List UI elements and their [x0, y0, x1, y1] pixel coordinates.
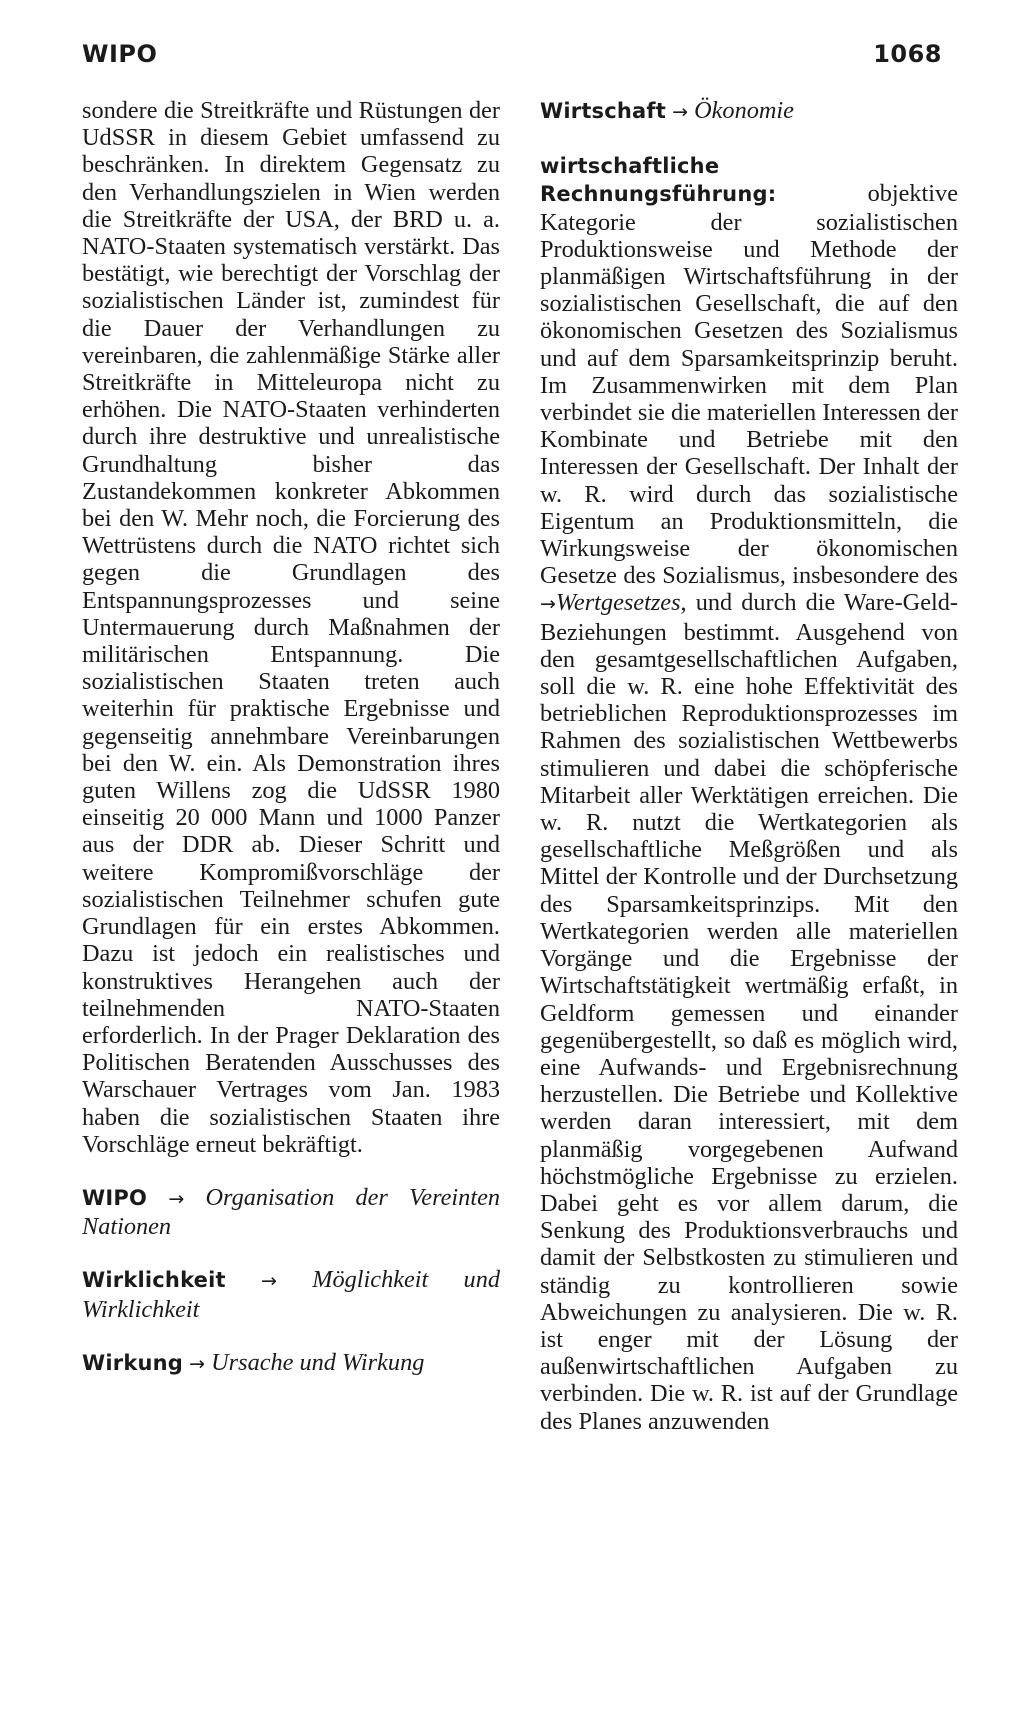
entry-headword: WIPO [82, 1185, 148, 1210]
cross-reference-arrow-icon: → [261, 1270, 277, 1293]
entry-body-text: objektive Kategorie der sozialistischen Produktionsweise und Methode der planmäßigen Wirtschaftsführung in der sozialistischen Gesellschaft, die auf den ökonomischen Gesetzen des Sozialismus und auf dem Sparsamkeitsprinzip beruht. Im Zusammenwirken mit dem Plan verbindet sie die materiellen Interessen der Kombinate und Betriebe mit den Interessen der Gesellschaft. Der Inhalt der w. R. wird durch das sozialistische Eigentum an Produktionsmitteln, die Wirkungsweise der ökonomischen Gesetze des Sozialismus, insbesondere des [540, 180, 958, 590]
left-column [82, 97, 500, 1404]
page-number: 1068 [873, 40, 942, 68]
entry-body-text-continued: , und durch die Ware-Geld-Beziehungen bestimmt. Ausgehend von den gesamtgesellschaftlichen Aufgaben, soll die w. R. eine hohe Effektivität des betrieblichen Reproduktionsprozesses im Rahmen des sozialistischen Wettbewerbs stimulieren und dabei die schöpferische Mitarbeit aller Werktätigen erreichen. Die w. R. nutzt die Wertkategorien als gesellschaftliche Meßgrößen und als Mittel der Kontrolle und der Durchsetzung des Sparsamkeitsprinzips. Mit den Wertkategorien werden alle materiellen Vorgänge und die Ergebnisse der Wirtschaftstätigkeit wertmäßig erfaßt, in Geldform gemessen und einander gegenübergestellt, so daß es möglich wird, eine Aufwands- und Ergebnisrechnung herzustellen. Die Betriebe und Kollektive werden daran interessiert, mit dem planmäßig vorgegebenen Aufwand höchstmögliche Ergebnisse zu erzielen. Dabei geht es vor allem darum, die Senkung des Produktionsverbrauchs und damit der Selbstkosten zu stimulieren und ständig zu kontrollieren sowie Abweichungen zu analysieren. Die w. R. ist enger mit der Lösung der außenwirtschaftlichen Aufgaben zu verbinden. Die w. R. ist auf der Grundlage des Planes anzuwenden [540, 589, 958, 1435]
running-header [82, 40, 942, 80]
cross-reference-arrow-icon: → [672, 101, 689, 123]
cross-reference-link[interactable]: Ökonomie [694, 97, 794, 124]
entry-headword: Wirklichkeit [82, 1268, 226, 1293]
cross-reference-arrow-icon: → [540, 593, 556, 616]
running-head: WIPO [82, 40, 158, 68]
entry-wirtschaftliche-rechnungsfuehrung [540, 152, 958, 1435]
entry-wirkung [82, 1349, 500, 1378]
cross-reference-arrow-icon: → [189, 1352, 206, 1375]
cross-reference-link[interactable]: Möglichkeit und Wirklichkeit [82, 1266, 501, 1323]
entry-headword: Wirkung [82, 1350, 184, 1375]
cross-reference-link[interactable]: Wertgesetzes [555, 589, 681, 617]
cross-reference-link[interactable]: Ursache und Wirkung [211, 1348, 425, 1376]
continuation-paragraph: sondere die Streitkräfte und Rüstungen der UdSSR in diesem Gebiet umfassend zu beschränken. In direktem Gegensatz zu den Verhandlungszielen in Wien werden die Streitkräfte der USA, der BRD u. a. NATO-Staaten systematisch verstärkt. Das bestätigt, wie berechtigt der Vorschlag der sozialistischen Länder ist, zumindest für die Dauer der Verhandlungen zu vereinbaren, die zahlenmäßige Stärke aller Streitkräfte in Mitteleuropa nicht zu erhöhen. Die NATO-Staaten verhinderten durch ihre destruktive und unrealistische Grundhaltung bisher das Zustandekommen konkreter Abkommen bei den W. Mehr noch, die Forcierung des Wettrüstens durch die NATO richtet sich gegen die Grundlagen des Entspannungsprozesses und seine Untermauerung durch Maßnahmen der militärischen Entspannung. Die sozialistischen Staaten treten auch weiterhin für praktische Ergebnisse und gegenseitig annehmbare Vereinbarungen bei den W. ein. Als Demonstration ihres guten Willens zog die UdSSR 1980 einseitig 20 000 Mann und 1000 Panzer aus der DDR ab. Dieser Schritt und weitere Kompromißvorschläge der sozialistischen Teilnehmer schufen gute Grundlagen für ein erstes Abkommen. Dazu ist jedoch ein realistisches und konstruktives Herangehen auch der teilnehmenden NATO-Staaten erforderlich. In der Prager Deklaration des Politischen Beratenden Ausschusses des Warschauer Vertrages vom Jan. 1983 haben die sozialistischen Staaten ihre Vorschläge erneut bekräftigt. [82, 97, 500, 1158]
cross-reference-link[interactable]: Organisation der Vereinten Nationen [82, 1183, 500, 1241]
entry-headword: Wirtschaft [540, 99, 667, 123]
entry-wirklichkeit [82, 1266, 500, 1322]
entry-wirtschaft [540, 97, 958, 126]
entry-wipo [82, 1184, 500, 1240]
right-column [540, 97, 958, 1461]
cross-reference-arrow-icon: → [168, 1187, 185, 1210]
entry-headword: wirtschaftliche Rechnungsführung: [540, 154, 777, 207]
